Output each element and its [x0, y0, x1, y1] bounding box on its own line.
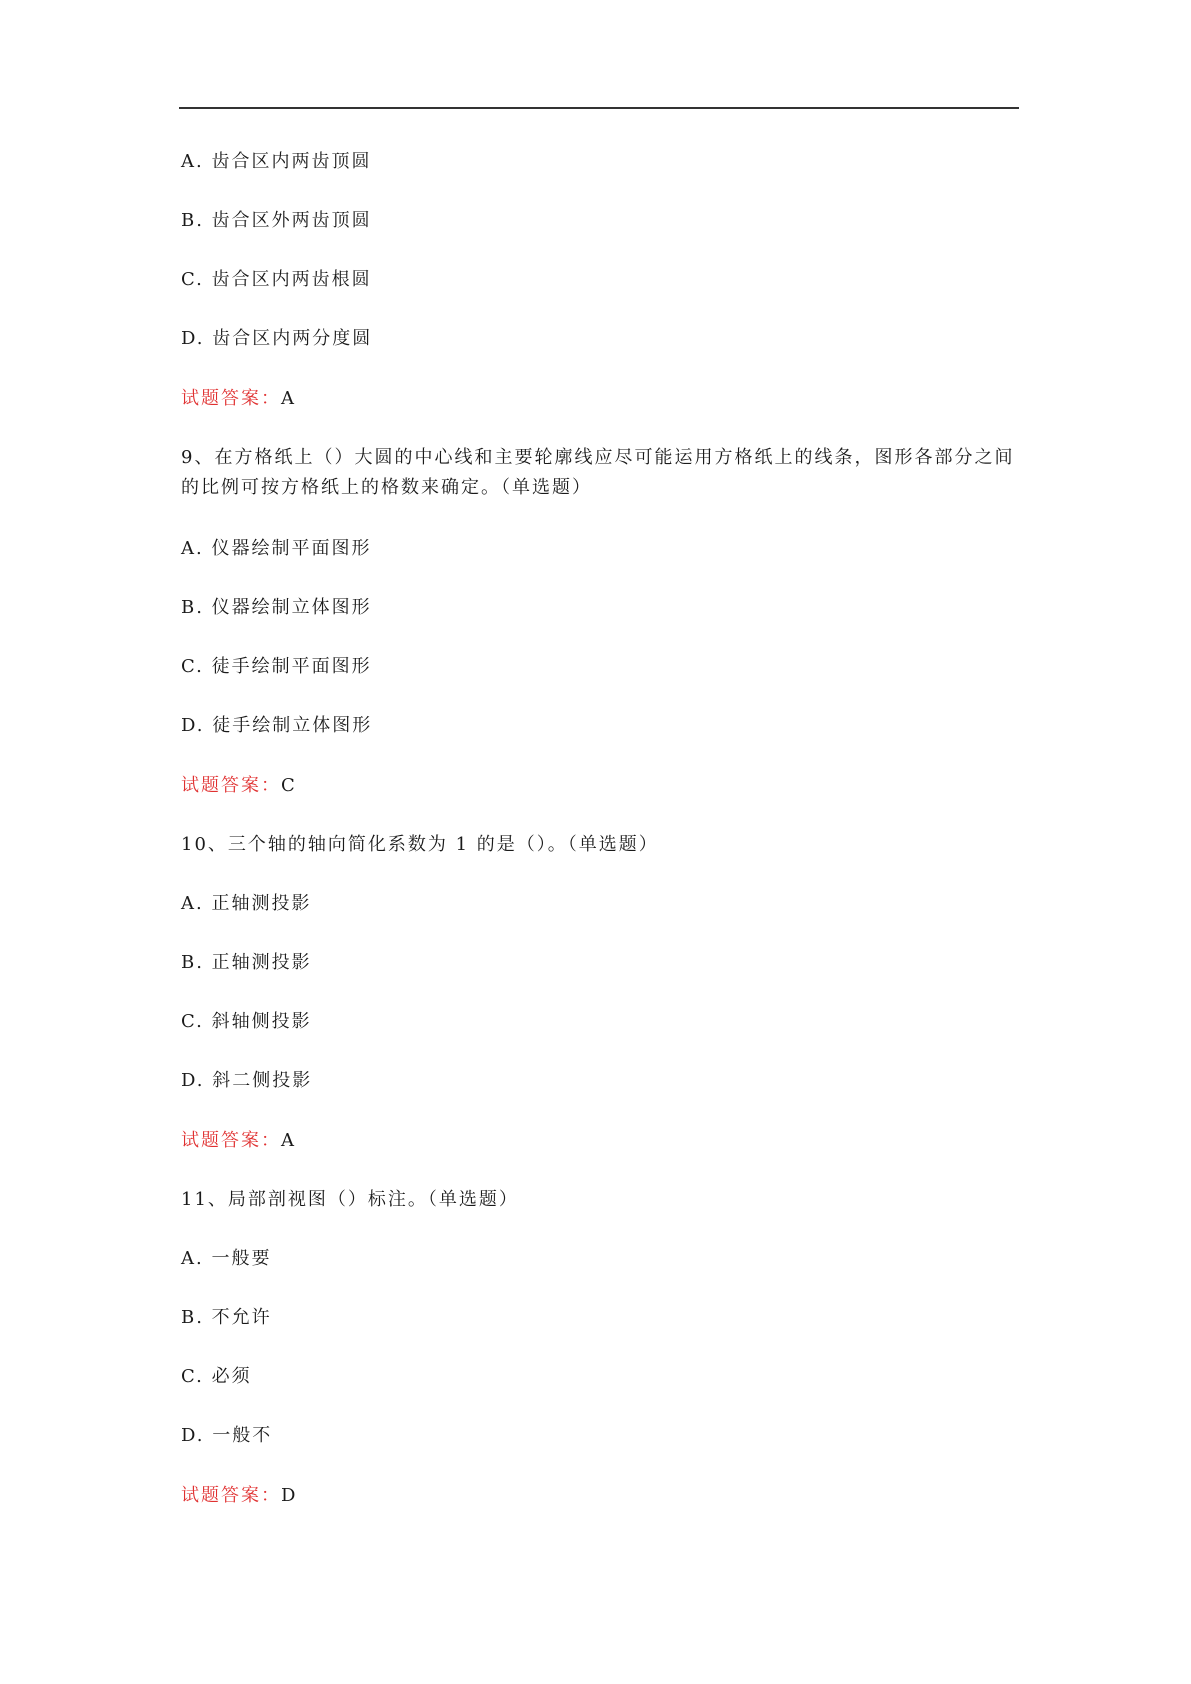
q9-question: 9、在方格纸上（）大圆的中心线和主要轮廓线应尽可能运用方格纸上的线条，图形各部分之间的比例可按方格纸上的格数来确定。（单选题） — [181, 447, 1015, 498]
q8-answer-value: A — [281, 388, 296, 409]
q10-question: 10、三个轴的轴向简化系数为 1 的是（）。（单选题） — [181, 834, 659, 855]
q11-answer-label: 试题答案： — [181, 1485, 281, 1506]
q10-answer-value: A — [281, 1130, 296, 1151]
q8-answer — [181, 387, 296, 411]
q9-answer — [181, 774, 297, 798]
q10-answer-label: 试题答案： — [181, 1130, 281, 1151]
q10-option-a: A. 正轴测投影 — [181, 893, 312, 914]
q8-option-b: B. 齿合区外两齿顶圆 — [181, 210, 372, 231]
q9-answer-label: 试题答案： — [181, 775, 281, 796]
q9-option-b: B. 仪器绘制立体图形 — [181, 597, 372, 618]
q8-option-c: C. 齿合区内两齿根圆 — [181, 269, 372, 290]
q11-option-c: C. 必须 — [181, 1366, 252, 1387]
q9-option-c: C. 徒手绘制平面图形 — [181, 656, 372, 677]
q8-option-a: A. 齿合区内两齿顶圆 — [181, 151, 372, 172]
q10-option-d: D. 斜二侧投影 — [181, 1070, 313, 1091]
q9-answer-value: C — [281, 775, 297, 796]
q9-option-d: D. 徒手绘制立体图形 — [181, 715, 373, 736]
q11-option-d: D. 一般不 — [181, 1425, 273, 1446]
q11-answer-value: D — [281, 1485, 298, 1506]
q10-option-c: C. 斜轴侧投影 — [181, 1011, 312, 1032]
q10-option-b: B. 正轴测投影 — [181, 952, 312, 973]
q10-answer — [181, 1129, 296, 1153]
q11-option-a: A. 一般要 — [181, 1248, 272, 1269]
q9-option-a: A. 仪器绘制平面图形 — [181, 538, 372, 559]
q8-answer-label: 试题答案： — [181, 388, 281, 409]
q11-option-b: B. 不允许 — [181, 1307, 272, 1328]
header-rule — [179, 107, 1019, 109]
q8-option-d: D. 齿合区内两分度圆 — [181, 328, 373, 349]
q11-question: 11、局部剖视图（）标注。（单选题） — [181, 1189, 519, 1210]
q11-answer — [181, 1484, 297, 1508]
